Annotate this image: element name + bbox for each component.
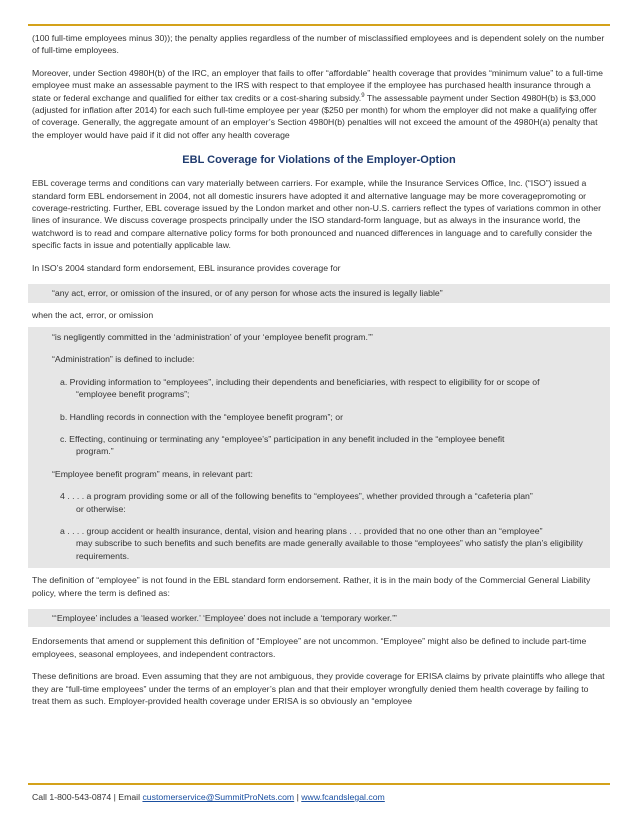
paragraph-endorsements: Endorsements that amend or supplement this definition of “Employee” are not uncommon. “Employee” might also be defined to include part-time employees, seasonal employees, and independent contractors. bbox=[32, 636, 587, 659]
quote-administration-defined: “Administration” is defined to include: bbox=[52, 354, 195, 365]
paragraph-ebl-terms: EBL coverage terms and conditions can vary materially between carriers. For example, while the Insurance Services Office, Inc. (“ISO”) issued a standard form EBL endorsement in 2004, not all domestic insurers have adopted it and alternative language may be more coveragepromoting or coverage-restricting. Further, EBL coverage issued by the London market and other non-U.S. carriers reflect the types of variations common in other lines of insurance. We discuss coverage prospects principally under the ISO standard-form language, but as always in the insurance world, the watchword is to read and compare alternative policy forms for both pronounced and nuanced differences in language and to carefully consider the specific facts in issue and potentially applicable law. bbox=[32, 178, 601, 251]
list-item-4 bbox=[60, 490, 606, 515]
list-item-text: a . . . . group accident or health insurance, dental, vision and hearing plans . . . provided that no one other than an “employee” bbox=[60, 525, 543, 536]
list-item-text: c. Effecting, continuing or terminating any “employee’s” participation in any benefit included in the “employee benefit bbox=[60, 433, 505, 444]
footer-separator: | bbox=[294, 792, 302, 802]
list-item-c bbox=[60, 433, 606, 458]
footer-separator: | Email bbox=[111, 792, 143, 802]
list-item-text: 4 . . . . a program providing some or all of the following benefits to “employees”, whether provided through a “cafeteria plan” bbox=[60, 491, 533, 502]
footnote-marker: 9 bbox=[361, 92, 365, 99]
footer-phone: Call 1-800-543-0874 bbox=[32, 792, 112, 802]
paragraph-text: The assessable payment under Section 4980H(b) is $3,000 (adjusted for inflation after 2014) for each such full-time employee per year ($250 per month) for whom the employer did not make a qualifying offer of coverage. Generally, the aggregate amount of an employer’s Section 4980H(b) penalties will not exceed the amount of the 4980H(a) penalty that the employer would have paid if it did not offer any health coverage bbox=[32, 92, 598, 140]
list-item-continuation: or otherwise: bbox=[76, 503, 126, 514]
quote-block-administration bbox=[28, 327, 610, 568]
paragraph-text: Moreover, under Section 4980H(b) of the IRC, an employer that fails to offer “affordable” health coverage that provides “minimum value” to a full-time employee must make an assessable payment to the IRS with respect to that employee if the employee has purchased health insurance through a state or federal exchange and qualified for either tax credits or a cost-sharing subsidy. bbox=[32, 67, 603, 103]
section-heading: EBL Coverage for Violations of the Employer-Option bbox=[182, 154, 456, 167]
quote-negligently-committed: “is negligently committed in the ‘administration’ of your ‘employee benefit program.’” bbox=[52, 331, 373, 342]
paragraph-section-4980h-b bbox=[32, 67, 606, 141]
paragraph-employee-definition: The definition of “employee” is not found in the EBL standard form endorsement. Rather, it is in the main body of the Commercial General Liability policy, where the term is defined as: bbox=[32, 575, 591, 598]
footer-website-link[interactable]: www.fcandslegal.com bbox=[301, 792, 385, 802]
document-body bbox=[32, 32, 606, 717]
top-rule bbox=[28, 24, 610, 26]
list-item-b bbox=[60, 411, 606, 423]
paragraph-iso-endorsement: In ISO’s 2004 standard form endorsement, EBL insurance provides coverage for bbox=[32, 262, 341, 273]
list-item-continuation: “employee benefit programs”; bbox=[76, 389, 190, 400]
list-item-group-accident bbox=[60, 525, 606, 562]
footer-contact bbox=[32, 792, 385, 802]
quote-act-error-omission: “any act, error, or omission of the insured, or of any person for whose acts the insured is legally liable” bbox=[28, 284, 610, 302]
quote-employee-leased-worker: “‘Employee’ includes a ‘leased worker.’ ‘Employee’ does not include a ‘temporary worker.’” bbox=[28, 609, 610, 627]
paragraph-broad-definitions: These definitions are broad. Even assuming that they are not ambiguous, they provide coverage for ERISA claims by private plaintiffs who allege that they are “full-time employees” under the terms of an employer’s plan and that their employer wrongfully denied them health coverage by failing to treat them as such. Employer-provided health coverage under ERISA is so obviously an “employee bbox=[32, 671, 605, 707]
paragraph-when-act: when the act, error, or omission bbox=[32, 309, 154, 320]
list-item-a bbox=[60, 376, 606, 401]
list-item-continuation: program.” bbox=[76, 446, 114, 457]
footer-email-link[interactable]: customerservice@SummitProNets.com bbox=[142, 792, 295, 802]
list-item-continuation: may subscribe to such benefits and such benefits are made generally available to those “employees” who satisfy the plan’s eligibility requirements. bbox=[76, 538, 583, 561]
paragraph-penalty-continuation: (100 full-time employees minus 30)); the penalty applies regardless of the number of misclassified employees and is dependent solely on the number of full-time employees. bbox=[32, 33, 605, 56]
bottom-rule bbox=[28, 783, 610, 785]
list-item-text: b. Handling records in connection with the “employee benefit program”; or bbox=[60, 411, 343, 422]
list-item-text: a. Providing information to “employees”, including their dependents and beneficiaries, with respect to eligibility for or scope of bbox=[60, 376, 540, 387]
quote-employee-benefit-program: “Employee benefit program” means, in relevant part: bbox=[52, 468, 253, 479]
